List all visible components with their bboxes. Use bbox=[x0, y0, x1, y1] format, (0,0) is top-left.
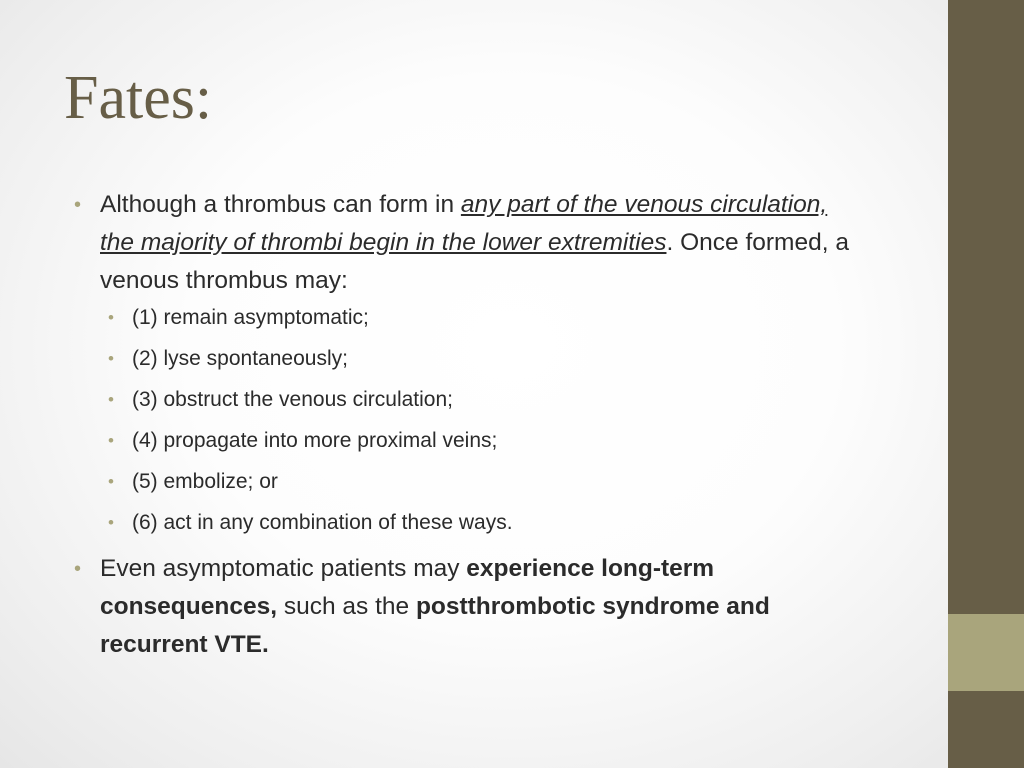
list-item bbox=[74, 509, 864, 536]
slide-title: Fates: bbox=[64, 64, 213, 132]
bullet-dot-icon: • bbox=[74, 558, 82, 580]
slide-body bbox=[74, 186, 864, 664]
bullet-dot-icon: • bbox=[74, 194, 82, 216]
bullet-thrombus-formation bbox=[74, 186, 864, 300]
emphasis-text: any part of the venous circulation, the majority of thrombi begin in the lower extremities bbox=[100, 191, 828, 256]
bullet-dot-icon: • bbox=[108, 472, 114, 491]
bold-text: postthrombotic syndrome and recurrent VTE. bbox=[100, 593, 770, 658]
bullet-dot-icon: • bbox=[108, 513, 114, 532]
bold-text: experience long-term consequences, bbox=[100, 555, 715, 620]
bullet-text: Although a thrombus can form in bbox=[100, 191, 461, 218]
list-item-text: (3) obstruct the venous circulation; bbox=[132, 388, 453, 411]
list-item bbox=[74, 386, 864, 413]
bullet-dot-icon: • bbox=[108, 349, 114, 368]
list-item-text: (6) act in any combination of these ways. bbox=[132, 511, 513, 534]
bullet-text: . Once formed, a venous thrombus may: bbox=[100, 229, 849, 294]
list-item-text: (4) propagate into more proximal veins; bbox=[132, 429, 498, 452]
side-accent-block bbox=[948, 614, 1024, 691]
bullet-dot-icon: • bbox=[108, 431, 114, 450]
list-item-text: (2) lyse spontaneously; bbox=[132, 347, 348, 370]
list-item bbox=[74, 468, 864, 495]
list-item bbox=[74, 304, 864, 331]
list-item bbox=[74, 345, 864, 372]
list-item-text: (1) remain asymptomatic; bbox=[132, 306, 369, 329]
bullet-text: such as the bbox=[277, 593, 416, 620]
fates-list bbox=[74, 304, 864, 536]
bullet-dot-icon: • bbox=[108, 390, 114, 409]
bullet-dot-icon: • bbox=[108, 308, 114, 327]
list-item bbox=[74, 427, 864, 454]
bullet-text: Even asymptomatic patients may bbox=[100, 555, 467, 582]
list-item-text: (5) embolize; or bbox=[132, 470, 278, 493]
bullet-consequences bbox=[74, 550, 864, 664]
